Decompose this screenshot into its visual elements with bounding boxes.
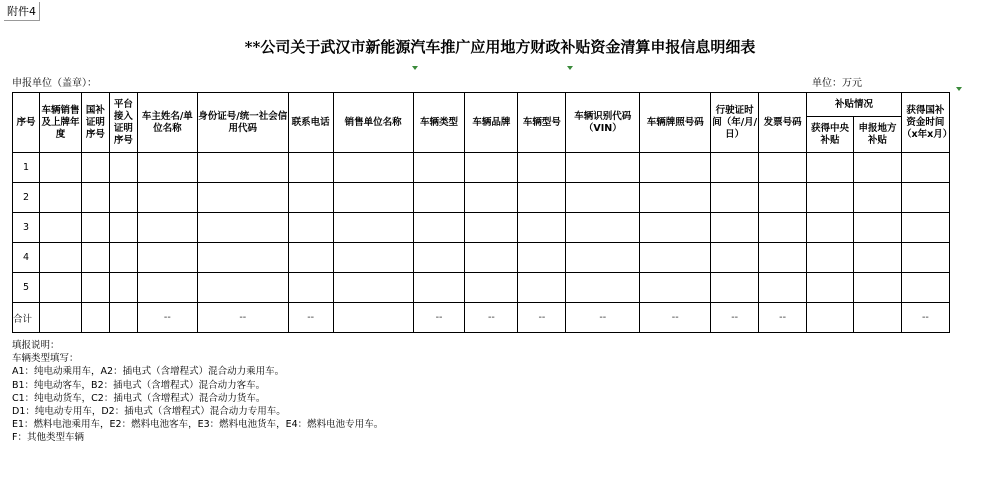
table-cell[interactable]: [807, 243, 854, 273]
table-cell[interactable]: [854, 303, 902, 333]
total-dash: --: [465, 303, 518, 333]
table-cell[interactable]: [39, 303, 81, 333]
table-cell[interactable]: [288, 243, 333, 273]
row-number: 1: [13, 153, 40, 183]
table-cell[interactable]: [518, 213, 566, 243]
table-cell[interactable]: [759, 273, 807, 303]
cell-comment-marker: [567, 66, 573, 70]
total-dash: --: [711, 303, 759, 333]
table-cell[interactable]: [333, 243, 413, 273]
total-dash: --: [566, 303, 640, 333]
table-cell[interactable]: [759, 213, 807, 243]
notes-line: E1：燃料电池乘用车，E2：燃料电池客车，E3：燃料电池货车，E4：燃料电池专用车。: [12, 419, 384, 431]
header-subsidy-cert: 国补证明序号: [81, 93, 109, 153]
notes-line: D1：纯电动专用车，D2：插电式（含增程式）混合动力专用车。: [12, 406, 286, 418]
row-number: 4: [13, 243, 40, 273]
table-cell[interactable]: [288, 273, 333, 303]
table-cell[interactable]: [81, 153, 109, 183]
table-cell[interactable]: [807, 213, 854, 243]
table-cell[interactable]: [901, 273, 949, 303]
table-cell[interactable]: [640, 243, 711, 273]
table-cell[interactable]: [640, 183, 711, 213]
table-cell[interactable]: [137, 213, 197, 243]
table-cell[interactable]: [759, 153, 807, 183]
notes-line: F：其他类型车辆: [12, 432, 84, 444]
table-cell[interactable]: [109, 303, 137, 333]
table-cell[interactable]: [465, 183, 518, 213]
notes-line: B1：纯电动客车，B2：插电式（含增程式）混合动力客车。: [12, 379, 266, 391]
table-cell[interactable]: [901, 213, 949, 243]
table-cell[interactable]: [413, 183, 465, 213]
table-cell[interactable]: [288, 183, 333, 213]
header-id-code: 身份证号/统一社会信用代码: [197, 93, 288, 153]
table-cell[interactable]: [197, 153, 288, 183]
table-cell[interactable]: [109, 183, 137, 213]
header-model: 车辆型号: [518, 93, 566, 153]
header-seller: 销售单位名称: [333, 93, 413, 153]
header-sale-time: 车辆销售及上牌年度: [39, 93, 81, 153]
header-vin: 车辆识别代码（VIN）: [566, 93, 640, 153]
table-cell[interactable]: [807, 303, 854, 333]
table-cell[interactable]: [711, 153, 759, 183]
table-cell[interactable]: [566, 213, 640, 243]
table-cell[interactable]: [640, 273, 711, 303]
table-cell[interactable]: [413, 213, 465, 243]
table-cell[interactable]: [807, 183, 854, 213]
table-cell[interactable]: [854, 153, 902, 183]
notes-line: A1：纯电动乘用车，A2：插电式（含增程式）混合动力乘用车。: [12, 366, 285, 378]
table-cell[interactable]: [854, 183, 902, 213]
header-central-subsidy: 获得中央补贴: [807, 117, 854, 153]
table-cell[interactable]: [137, 273, 197, 303]
notes-line: 车辆类型填写：: [12, 353, 79, 365]
total-row: [13, 303, 1000, 333]
table-cell[interactable]: [566, 153, 640, 183]
row-number: 5: [13, 273, 40, 303]
header-plate: 车辆牌照号码: [640, 93, 711, 153]
table-cell[interactable]: [81, 183, 109, 213]
fill-instructions: [12, 339, 383, 445]
table-cell[interactable]: [413, 273, 465, 303]
table-cell[interactable]: [333, 183, 413, 213]
total-label: 合计: [13, 303, 40, 333]
row-number: 3: [13, 213, 40, 243]
table-cell[interactable]: [109, 243, 137, 273]
annex-label: 附件4: [4, 2, 40, 21]
table-cell[interactable]: [197, 243, 288, 273]
cell-comment-marker: [956, 87, 962, 91]
table-cell[interactable]: [465, 153, 518, 183]
header-brand: 车辆品牌: [465, 93, 518, 153]
header-license-time: 行驶证时间（年/月/日）: [711, 93, 759, 153]
table-cell[interactable]: [197, 213, 288, 243]
table-cell[interactable]: [566, 243, 640, 273]
table-cell[interactable]: [333, 213, 413, 243]
table-cell[interactable]: [901, 243, 949, 273]
table-cell[interactable]: [137, 243, 197, 273]
table-cell[interactable]: [81, 213, 109, 243]
table-row: [13, 243, 1000, 273]
table-row: [13, 153, 1000, 183]
detail-table: [12, 92, 1000, 333]
table-cell[interactable]: [901, 153, 949, 183]
header-subsidy-group: 补贴情况: [807, 93, 902, 117]
table-cell[interactable]: [109, 213, 137, 243]
header-phone: 联系电话: [288, 93, 333, 153]
header-owner-name: 车主姓名/单位名称: [137, 93, 197, 153]
table-cell[interactable]: [518, 243, 566, 273]
table-cell[interactable]: [640, 213, 711, 243]
header-national-time: 获得国补资金时间（x年x月）: [901, 93, 949, 153]
table-cell[interactable]: [640, 153, 711, 183]
table-cell[interactable]: [711, 213, 759, 243]
table-cell[interactable]: [288, 153, 333, 183]
total-dash: --: [640, 303, 711, 333]
table-cell[interactable]: [711, 183, 759, 213]
table-cell[interactable]: [81, 243, 109, 273]
table-cell[interactable]: [711, 243, 759, 273]
table-cell[interactable]: [39, 273, 81, 303]
table-cell[interactable]: [807, 153, 854, 183]
notes-line: C1：纯电动货车，C2：插电式（含增程式）混合动力货车。: [12, 392, 266, 404]
header-local-subsidy: 申报地方补贴: [854, 117, 902, 153]
table-cell[interactable]: [81, 273, 109, 303]
table-cell[interactable]: [711, 273, 759, 303]
table-cell[interactable]: [333, 153, 413, 183]
document-title: **公司关于武汉市新能源汽车推广应用地方财政补贴资金清算申报信息明细表: [244, 38, 756, 56]
table-cell[interactable]: [518, 153, 566, 183]
table-row: [13, 183, 1000, 213]
table-cell[interactable]: [807, 273, 854, 303]
table-cell[interactable]: [901, 183, 949, 213]
header-platform-cert: 平台接入证明序号: [109, 93, 137, 153]
table-cell[interactable]: [109, 273, 137, 303]
table-cell[interactable]: [288, 213, 333, 243]
table-cell[interactable]: [759, 243, 807, 273]
table-cell[interactable]: [109, 153, 137, 183]
table-cell[interactable]: [137, 183, 197, 213]
table-cell[interactable]: [333, 303, 413, 333]
table-cell[interactable]: [854, 273, 902, 303]
table-cell[interactable]: [413, 153, 465, 183]
table-cell[interactable]: [333, 273, 413, 303]
total-dash: --: [413, 303, 465, 333]
table-cell[interactable]: [39, 153, 81, 183]
total-dash: --: [197, 303, 288, 333]
table-cell[interactable]: [854, 243, 902, 273]
table-cell[interactable]: [197, 183, 288, 213]
table-cell[interactable]: [759, 183, 807, 213]
total-dash: --: [901, 303, 949, 333]
table-cell[interactable]: [413, 243, 465, 273]
table-cell[interactable]: [39, 183, 81, 213]
table-cell[interactable]: [137, 153, 197, 183]
header-seq: 序号: [13, 93, 40, 153]
table-cell[interactable]: [197, 273, 288, 303]
table-cell[interactable]: [39, 243, 81, 273]
table-row: [13, 273, 1000, 303]
unit-label: 单位：万元: [812, 78, 862, 89]
cell-comment-marker: [412, 66, 418, 70]
table-cell[interactable]: [854, 213, 902, 243]
table-row: [13, 213, 1000, 243]
table-cell[interactable]: [518, 183, 566, 213]
table-cell[interactable]: [518, 273, 566, 303]
total-dash: --: [759, 303, 807, 333]
table-cell[interactable]: [566, 183, 640, 213]
notes-heading: 填报说明：: [12, 340, 60, 351]
table-cell[interactable]: [465, 273, 518, 303]
applicant-label: 申报单位（盖章）：: [12, 78, 97, 89]
table-cell[interactable]: [566, 273, 640, 303]
total-dash: --: [518, 303, 566, 333]
row-number: 2: [13, 183, 40, 213]
table-cell[interactable]: [465, 243, 518, 273]
header-vehicle-type: 车辆类型: [413, 93, 465, 153]
table-cell[interactable]: [39, 213, 81, 243]
total-dash: --: [288, 303, 333, 333]
header-invoice: 发票号码: [759, 93, 807, 153]
table-cell[interactable]: [465, 213, 518, 243]
table-cell[interactable]: [81, 303, 109, 333]
total-dash: --: [137, 303, 197, 333]
